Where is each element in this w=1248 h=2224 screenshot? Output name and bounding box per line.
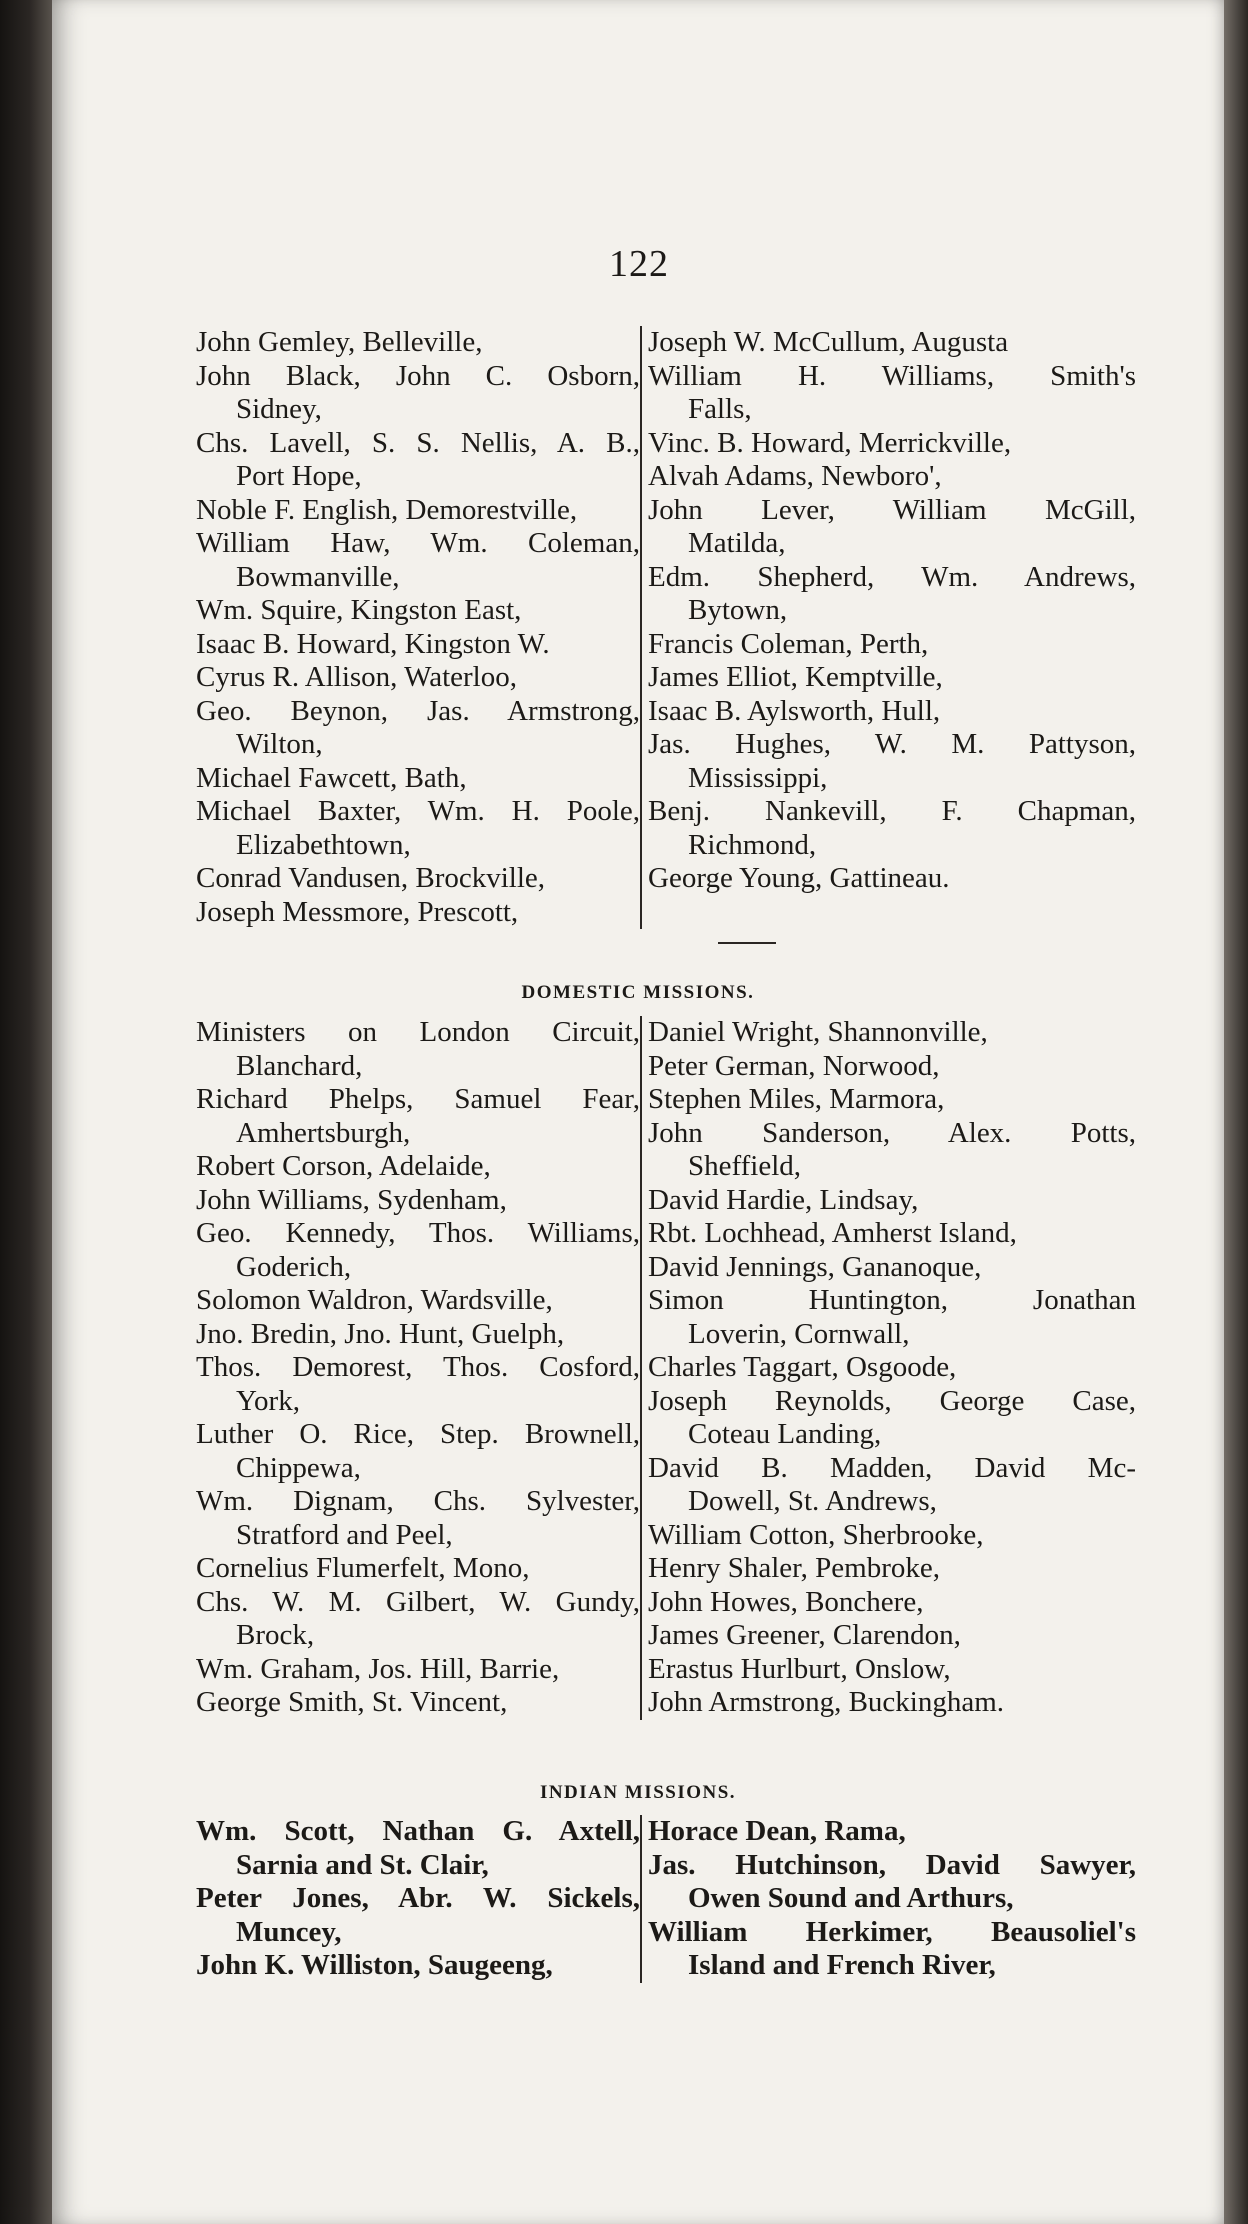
entry-continuation-line: Amhertsburgh, <box>236 1116 411 1149</box>
entry-line: Isaac B. Aylsworth, Hull, <box>648 694 941 727</box>
entry-continuation-line: Falls, <box>688 393 752 425</box>
entry-line: Jno. Bredin, Jno. Hunt, Guelph, <box>196 1317 565 1350</box>
entry-line: William Herkimer, Beausoliel's <box>648 1915 1136 1948</box>
entry-line: George Smith, St. Vincent, <box>196 1686 508 1718</box>
entry-line: David Jennings, Gananoque, <box>648 1250 982 1283</box>
entry-continuation-line: Sheffield, <box>688 1150 802 1182</box>
entry-continuation-line: York, <box>236 1384 300 1417</box>
entry-continuation-line: Matilda, <box>688 527 786 559</box>
section-circuits-right-column <box>640 326 1136 929</box>
entry-line: George Young, Gattineau. <box>648 862 950 894</box>
entry-line: Richard Phelps, Samuel Fear, <box>196 1083 640 1115</box>
entry-continuation-line: Richmond, <box>688 828 817 861</box>
entry-continuation-line: Mississippi, <box>688 761 828 794</box>
entry-continuation-line: Island and French River, <box>688 1949 996 1981</box>
entry-line: Joseph W. McCullum, Augusta <box>648 326 1009 358</box>
entry-continuation-line: Port Hope, <box>236 460 362 492</box>
entry-continuation-line: Bowmanville, <box>236 560 400 593</box>
entry-line: John Howes, Bonchere, <box>648 1585 924 1618</box>
entry-line: John Lever, William McGill, <box>648 493 1136 526</box>
entry-line: Robert Corson, Adelaide, <box>196 1150 491 1182</box>
entry-line: Erastus Hurlburt, Onslow, <box>648 1652 951 1685</box>
indian-missions-right-column <box>640 1815 1136 1983</box>
entry-line: William Haw, Wm. Coleman, <box>196 527 640 559</box>
domestic-missions-right-column <box>640 1016 1136 1720</box>
entry-line: Rbt. Lochhead, Amherst Island, <box>648 1217 1017 1249</box>
entry-continuation-line: Sidney, <box>236 393 322 425</box>
entry-continuation-line: Dowell, St. Andrews, <box>688 1485 937 1517</box>
domestic-missions-heading: DOMESTIC MISSIONS. <box>521 982 755 1003</box>
entry-line: Joseph Reynolds, George Case, <box>648 1384 1136 1417</box>
scan-right-edge <box>1222 0 1248 2224</box>
section-indian-missions <box>196 1815 1136 1983</box>
entry-line: Cyrus R. Allison, Waterloo, <box>196 661 517 693</box>
entry-continuation-line: Blanchard, <box>236 1049 363 1082</box>
page-number: 122 <box>609 243 669 285</box>
entry-continuation-line: Muncey, <box>236 1915 342 1948</box>
entry-line: William Cotton, Sherbrooke, <box>648 1518 984 1551</box>
entry-line: Thos. Demorest, Thos. Cosford, <box>196 1351 640 1383</box>
entry-line: Cornelius Flumerfelt, Mono, <box>196 1552 530 1584</box>
entry-line: John Sanderson, Alex. Potts, <box>648 1116 1136 1149</box>
entry-continuation-line: Sarnia and St. Clair, <box>236 1848 489 1881</box>
section-circuits-left-column <box>196 326 640 929</box>
entry-continuation-line: Owen Sound and Arthurs, <box>688 1882 1014 1914</box>
entry-line: Peter Jones, Abr. W. Sickels, <box>196 1882 640 1914</box>
entry-continuation-line: Wilton, <box>236 728 323 760</box>
entry-line: Joseph Messmore, Prescott, <box>196 895 519 928</box>
entry-line: Simon Huntington, Jonathan <box>648 1284 1136 1316</box>
entry-line: Benj. Nankevill, F. Chapman, <box>648 795 1136 827</box>
entry-line: Wm. Graham, Jos. Hill, Barrie, <box>196 1652 560 1685</box>
entry-line: Daniel Wright, Shannonville, <box>648 1016 988 1048</box>
entry-line: John Gemley, Belleville, <box>196 326 483 358</box>
entry-continuation-line: Elizabethtown, <box>236 828 411 861</box>
entry-line: John K. Williston, Saugeeng, <box>196 1949 553 1981</box>
indian-missions-left-column <box>196 1815 640 1983</box>
entry-continuation-line: Stratford and Peel, <box>236 1518 453 1551</box>
entry-line: Jas. Hutchinson, David Sawyer, <box>648 1848 1136 1881</box>
indian-missions-heading: INDIAN MISSIONS. <box>539 1782 737 1803</box>
entry-line: Wm. Squire, Kingston East, <box>196 594 522 626</box>
entry-line: Geo. Beynon, Jas. Armstrong, <box>196 694 640 727</box>
entry-continuation-line: Coteau Landing, <box>688 1418 882 1450</box>
entry-continuation-line: Chippewa, <box>236 1451 361 1484</box>
entry-line: Michael Fawcett, Bath, <box>196 761 467 794</box>
entry-line: Chs. W. M. Gilbert, W. Gundy, <box>196 1585 640 1618</box>
domestic-missions-left-column <box>196 1016 640 1720</box>
entry-continuation-line: Goderich, <box>236 1250 352 1283</box>
entry-line: Jas. Hughes, W. M. Pattyson, <box>648 728 1136 760</box>
entry-line: Charles Taggart, Osgoode, <box>648 1351 957 1383</box>
entry-continuation-line: Loverin, Cornwall, <box>688 1317 910 1350</box>
section-circuits <box>196 326 1136 929</box>
entry-line: David Hardie, Lindsay, <box>648 1183 919 1216</box>
entry-line: Peter German, Norwood, <box>648 1049 940 1082</box>
entry-line: Francis Coleman, Perth, <box>648 627 929 660</box>
entry-line: Isaac B. Howard, Kingston W. <box>196 627 550 660</box>
entry-line: Henry Shaler, Pembroke, <box>648 1552 940 1584</box>
entry-line: Solomon Waldron, Wardsville, <box>196 1284 553 1316</box>
entry-line: Chs. Lavell, S. S. Nellis, A. B., <box>196 426 640 459</box>
section-divider-rule <box>718 942 776 944</box>
entry-line: Alvah Adams, Newboro', <box>648 460 942 492</box>
entry-line: Conrad Vandusen, Brockville, <box>196 862 546 894</box>
entry-line: Geo. Kennedy, Thos. Williams, <box>196 1217 640 1249</box>
entry-line: David B. Madden, David Mc- <box>648 1451 1136 1484</box>
entry-continuation-line: Brock, <box>236 1619 315 1651</box>
entry-line: James Elliot, Kemptville, <box>648 661 943 693</box>
entry-line: Luther O. Rice, Step. Brownell, <box>196 1418 640 1450</box>
entry-line: James Greener, Clarendon, <box>648 1619 961 1651</box>
entry-line: Vinc. B. Howard, Merrickville, <box>648 426 1012 459</box>
entry-line: Ministers on London Circuit, <box>196 1016 640 1048</box>
entry-continuation-line: Bytown, <box>688 594 788 626</box>
entry-line: John Williams, Sydenham, <box>196 1183 507 1216</box>
section-domestic-missions <box>196 1016 1136 1720</box>
entry-line: John Armstrong, Buckingham. <box>648 1686 1005 1718</box>
entry-line: John Black, John C. Osborn, <box>196 359 640 392</box>
entry-line: Wm. Scott, Nathan G. Axtell, <box>196 1815 640 1847</box>
entry-line: Michael Baxter, Wm. H. Poole, <box>196 795 640 827</box>
entry-line: Edm. Shepherd, Wm. Andrews, <box>648 560 1136 593</box>
scan-left-edge <box>0 0 54 2224</box>
entry-line: Wm. Dignam, Chs. Sylvester, <box>196 1485 640 1517</box>
entry-line: Noble F. English, Demorestville, <box>196 493 578 526</box>
entry-line: William H. Williams, Smith's <box>648 359 1136 392</box>
entry-line: Stephen Miles, Marmora, <box>648 1083 945 1115</box>
entry-line: Horace Dean, Rama, <box>648 1815 906 1847</box>
